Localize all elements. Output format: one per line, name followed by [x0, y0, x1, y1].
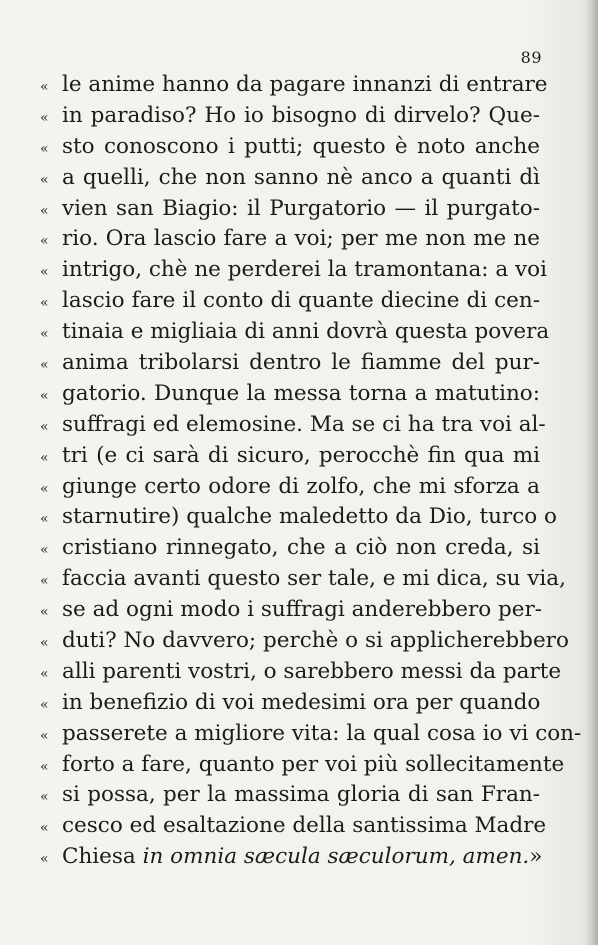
line-text: cristiano rinnegato, che a ciò non creda, si	[62, 535, 540, 561]
text-line	[40, 780, 540, 811]
text-line	[40, 410, 546, 441]
line-text: le anime hanno da pagare innanzi di entrare	[62, 72, 548, 97]
line-text: si possa, per la massima gloria di san Fran-	[62, 782, 540, 808]
quote-mark: «	[40, 727, 49, 744]
line-text: intrigo, chè ne perderei la tramontana: a voi	[62, 257, 547, 283]
quote-mark: «	[40, 758, 49, 775]
line-text: forto a fare, quanto per voi più sollecitamente	[62, 751, 565, 777]
text-line	[40, 379, 540, 410]
text-line	[40, 70, 548, 101]
line-text: passerete a migliore vita: la qual cosa io vi con-	[62, 720, 582, 746]
line-text: gatorio. Dunque la messa torna a matutino:	[62, 380, 540, 406]
quote-mark: «	[40, 851, 49, 868]
text-line	[40, 348, 540, 379]
text-line	[40, 533, 540, 564]
closing-quote-mark: »	[529, 844, 543, 870]
line-text: se ad ogni modo i suffragi anderebbero per-	[62, 597, 543, 623]
quote-mark: «	[40, 449, 49, 466]
text-line	[40, 750, 565, 781]
quote-mark: «	[40, 233, 49, 250]
line-text: faccia avanti questo ser tale, e mi dica, su via,	[62, 566, 566, 592]
quote-mark: «	[40, 109, 49, 126]
quote-mark: «	[40, 264, 49, 281]
page-number: 89	[520, 48, 542, 67]
line-text	[62, 842, 542, 873]
quote-mark: «	[40, 326, 49, 343]
line-text: cesco ed esaltazione della santissima Madre	[62, 813, 547, 839]
line-text: in benefizio di voi medesimi ora per quando	[62, 689, 541, 715]
quote-mark: «	[40, 480, 49, 497]
line-text: a quelli, che non sanno nè anco a quanti dì	[62, 164, 540, 190]
text-line	[40, 194, 540, 225]
text-line	[40, 101, 540, 132]
quote-mark: «	[40, 789, 49, 806]
text-line	[40, 255, 547, 286]
line-text: alli parenti vostri, o sarebbero messi da parte	[62, 658, 562, 684]
line-text: sto conoscono i putti; questo è noto anche	[62, 133, 540, 159]
line-text: suffragi ed elemosine. Ma se ci ha tra voi al-	[62, 411, 546, 437]
text-line	[40, 719, 582, 750]
quote-mark: «	[40, 79, 49, 95]
text-line	[40, 657, 562, 688]
line-text: duti? No davvero; perchè o si applicherebbero	[62, 628, 569, 654]
line-text: in paradiso? Ho io bisogno di dirvelo? Que-	[62, 102, 540, 128]
quote-mark: «	[40, 295, 49, 312]
quote-mark: «	[40, 171, 49, 188]
text-line	[40, 472, 540, 503]
line-text: lascio fare il conto di quante diecine di cen-	[62, 288, 540, 314]
quote-mark: «	[40, 357, 49, 374]
latin-phrase: in omnia sæcula sæculorum, amen.	[142, 844, 530, 870]
text-line	[40, 441, 540, 472]
quote-mark: «	[40, 573, 49, 590]
quote-mark: «	[40, 511, 49, 528]
text-line	[40, 163, 540, 194]
quote-mark: «	[40, 418, 49, 435]
line-text: tinaia e migliaia di anni dovrà questa povera	[62, 319, 550, 345]
quote-mark: «	[40, 665, 49, 682]
quote-mark: «	[40, 696, 49, 713]
quote-mark: «	[40, 140, 49, 157]
line-text: tri (e ci sarà di sicuro, perocchè fin qua mi	[62, 442, 540, 468]
last-line-start: Chiesa	[62, 844, 136, 870]
text-block	[40, 70, 582, 873]
quote-mark: «	[40, 635, 49, 652]
quote-mark: «	[40, 604, 49, 621]
text-line	[40, 688, 540, 719]
line-text: rio. Ora lascio fare a voi; per me non me ne	[62, 226, 540, 252]
quote-mark: «	[40, 202, 49, 219]
quote-mark: «	[40, 542, 49, 559]
text-line	[40, 626, 569, 657]
page-edge-shadow	[586, 0, 598, 945]
text-line	[40, 811, 547, 842]
line-text: vien san Biagio: il Purgatorio — il purgato-	[62, 195, 540, 221]
text-line	[40, 564, 566, 595]
line-text: anima tribolarsi dentro le fiamme del pur-	[62, 350, 540, 376]
text-line	[40, 132, 540, 163]
text-line-last	[40, 842, 543, 873]
quote-mark: «	[40, 387, 49, 404]
line-text: starnutire) qualche maledetto da Dio, turco o	[62, 504, 557, 530]
quote-mark: «	[40, 820, 49, 837]
text-line	[40, 317, 550, 348]
text-line	[40, 286, 540, 317]
text-line	[40, 502, 557, 533]
text-line	[40, 224, 540, 255]
text-line	[40, 595, 543, 626]
line-text: giunge certo odore di zolfo, che mi sforza a	[62, 473, 540, 499]
